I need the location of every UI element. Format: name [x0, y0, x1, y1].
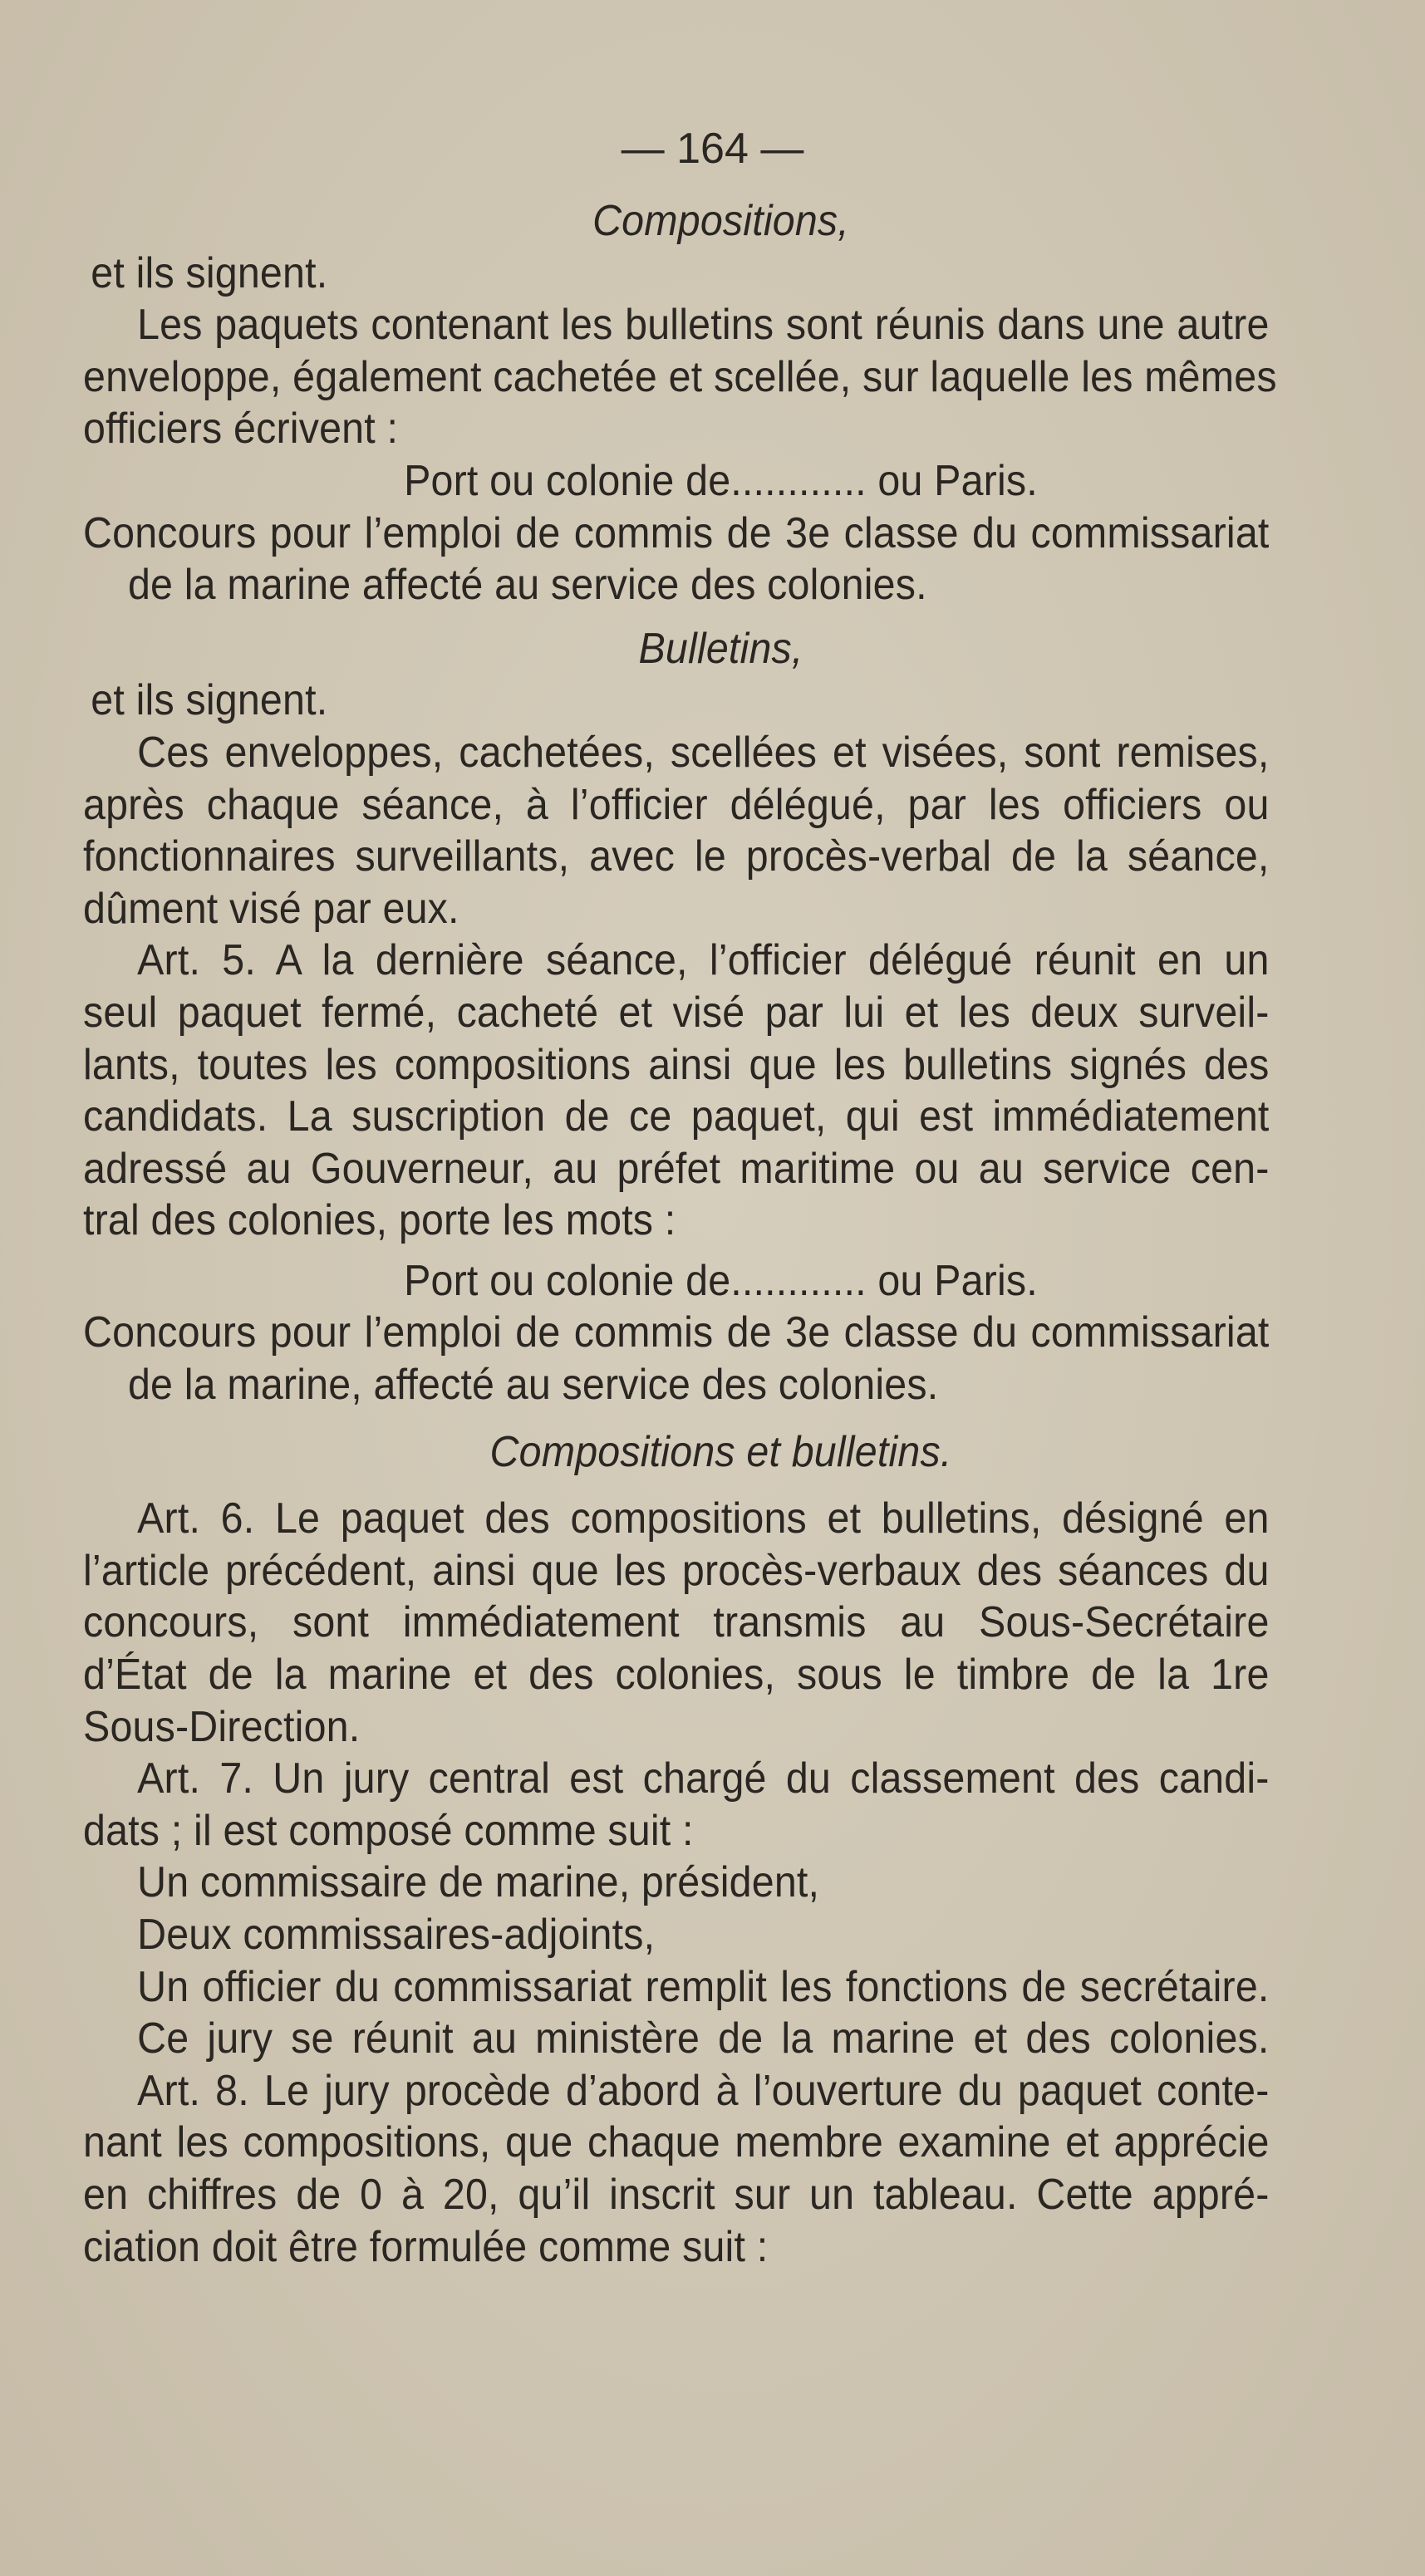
text-line: Art. 6. Le paquet des compositions et bulletins, désigné en [137, 1494, 1270, 1543]
section-heading: Compositions, [592, 197, 849, 245]
text-line: Ce jury se réunit au ministère de la marine et des colonies. [137, 2014, 1270, 2063]
text-line: Deux commissaires-adjoints, [137, 1911, 656, 1959]
text-line: enveloppe, également cachetée et scellée, sur laquelle les mêmes [83, 352, 1277, 401]
text-line: fonctionnaires surveillants, avec le procès-verbal de la séance, [83, 832, 1270, 881]
text-line: Ces enveloppes, cachetées, scellées et visées, sont remises, [137, 728, 1270, 777]
text-line: lants, toutes les compositions ainsi que les bulletins signés des [83, 1040, 1270, 1089]
text-line: et ils signent. [91, 676, 328, 725]
text-line: ciation doit être formulée comme suit : [83, 2222, 769, 2271]
text-line: de la marine, affecté au service des colonies. [127, 1361, 939, 1410]
text-line: et ils signent. [91, 248, 328, 297]
text-line: Concours pour l’emploi de commis de 3e classe du commissariat [83, 508, 1270, 557]
text-line: seul paquet fermé, cacheté et visé par lui et les deux surveil- [83, 988, 1270, 1037]
text-line: Art. 8. Le jury procède d’abord à l’ouverture du paquet conte- [137, 2066, 1270, 2115]
page-body [83, 195, 1359, 2273]
text-line: après chaque séance, à l’officier délégué, par les officiers ou [83, 780, 1270, 829]
text-line: l’article précédent, ainsi que les procès-verbaux des séances du [83, 1546, 1270, 1595]
text-line: nant les compositions, que chaque membre examine et apprécie [83, 2118, 1270, 2167]
page-number: — 164 — [621, 125, 804, 173]
text-line: Art. 5. A la dernière séance, l’officier délégué réunit en un [137, 936, 1270, 985]
section-heading: Bulletins, [638, 624, 803, 673]
text-line: dats ; il est composé comme suit : [83, 1806, 694, 1855]
text-line: Port ou colonie de............ ou Paris. [404, 456, 1038, 505]
text-line: dûment visé par eux. [83, 884, 459, 933]
text-line: candidats. La suscription de ce paquet, qui est immédiatement [83, 1092, 1270, 1141]
text-line: Concours pour l’emploi de commis de 3e classe du commissariat [83, 1308, 1270, 1357]
text-line: de la marine affecté au service des colonies. [127, 561, 927, 610]
text-line: officiers écrivent : [83, 405, 399, 454]
text-line: Un commissaire de marine, président, [137, 1858, 820, 1907]
text-line: concours, sont immédiatement transmis au Sous-Secrétaire [83, 1598, 1270, 1647]
text-line: en chiffres de 0 à 20, qu’il inscrit sur un tableau. Cette appré- [83, 2170, 1270, 2219]
text-line: tral des colonies, porte les mots : [83, 1196, 676, 1245]
section-heading: Compositions et bulletins. [489, 1427, 952, 1476]
text-line: Art. 7. Un jury central est chargé du classement des candi- [137, 1754, 1270, 1803]
text-line: d’État de la marine et des colonies, sous le timbre de la 1re [83, 1651, 1270, 1700]
text-line: Sous-Direction. [83, 1702, 361, 1751]
text-line: Un officier du commissariat remplit les fonctions de secrétaire. [137, 1962, 1270, 2011]
text-line: adressé au Gouverneur, au préfet maritime ou au service cen- [83, 1144, 1270, 1193]
text-line: Port ou colonie de............ ou Paris. [404, 1256, 1038, 1305]
text-line: Les paquets contenant les bulletins sont réunis dans une autre [137, 301, 1270, 350]
